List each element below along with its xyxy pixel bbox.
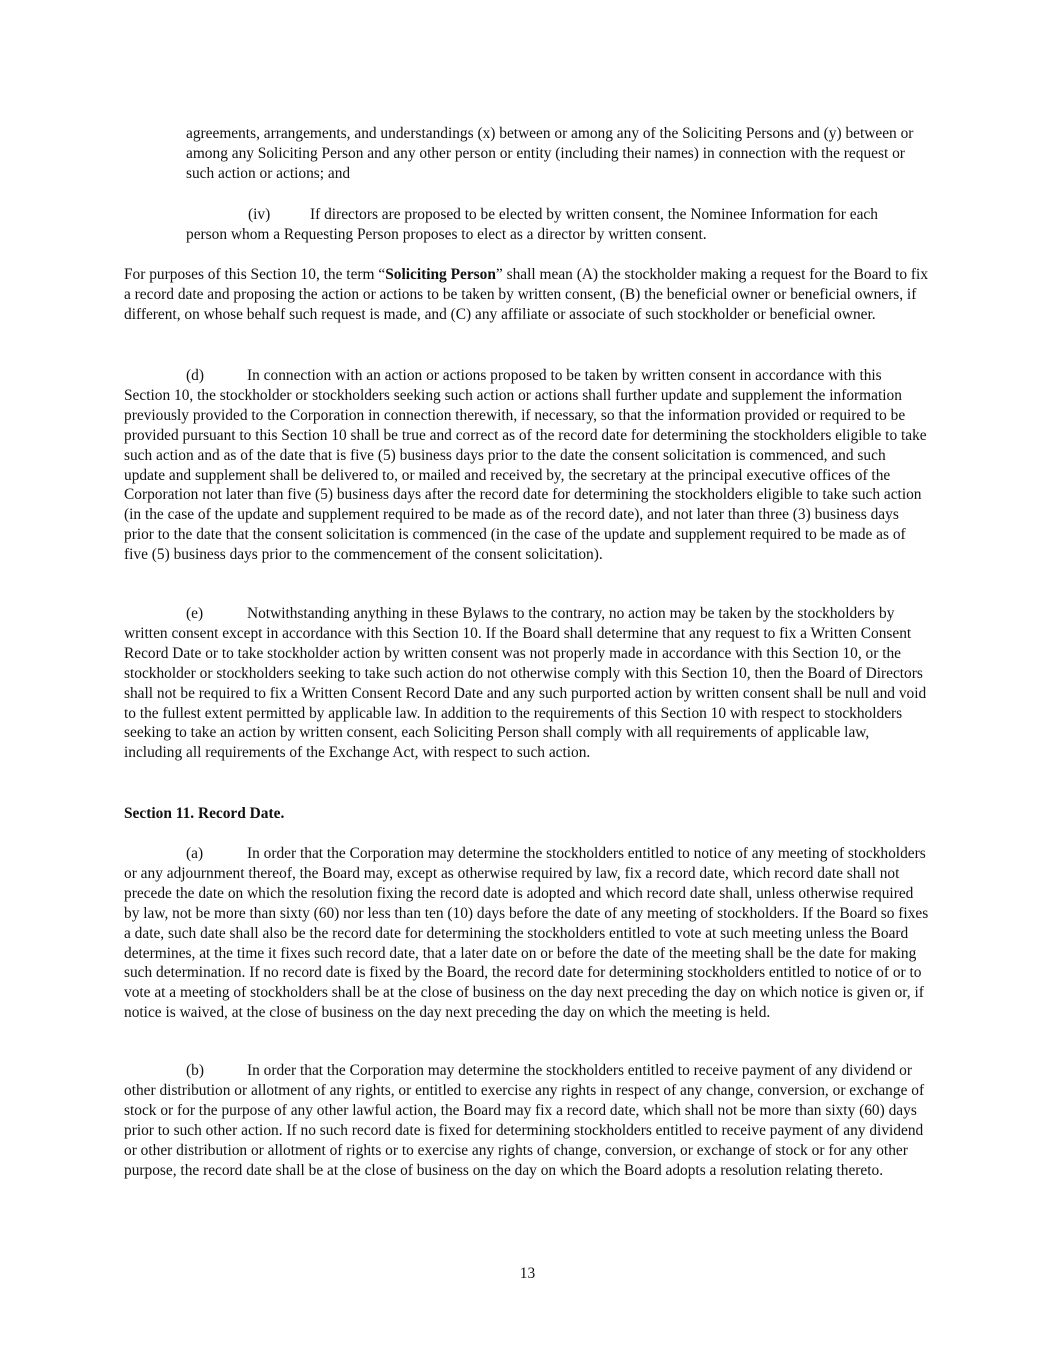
item-11a-text: In order that the Corporation may determine the stockholders entitled to notice of any meeting of stockholders or any adjournment thereof, the Board may, except as otherwise required by law, fix a record date, which record date shall not precede the date on which the resolution fixing the record date is adopted and which record date shall, unless otherwise required by law, not be more than sixty (60) nor less than ten (10) days before the date of any meeting of stockholders. If the Board so fixes a date, such date shall also be the record date for determining the stockholders entitled to vote at such meeting unless the Board determines, at the time it fixes such record date, that a later date on or before the date of the meeting shall be the date for making such determination. If no record date is fixed by the Board, the record date for determining stockholders entitled to notice of or to vote at a meeting of stockholders shall be at the close of business on the day next preceding the day on which notice is given or, if notice is waived, at the close of business on the day next preceding the day on which the meeting is held.: [124, 845, 929, 1022]
item-e-label: (e): [186, 605, 204, 622]
item-d-text: In connection with an action or actions proposed to be taken by written consent in accordance with this Section 10, the stockholder or stockholders seeking such action or actions shall further update and supplement the information previously provided to the Corporation in connection therewith, if necessary, so that the information provided or required to be provided pursuant to this Section 10 shall be true and correct as of the record date for determining the stockholders eligible to take such action and as of the date that is five (5) business days prior to the date the consent solicitation is commenced, and such update and supplement shall be delivered to, or mailed and received by, the secretary at the principal executive offices of the Corporation not later than five (5) business days after the record date for determining the stockholders eligible to take such action (in the case of the update and supplement required to be made as of the record date), and not later than three (3) business days prior to the date that the consent solicitation is commenced (in the case of the update and supplement required to be made as of five (5) business days prior to the commencement of the consent solicitation).: [124, 367, 927, 564]
paragraph-item-iv: [186, 205, 916, 245]
item-d-label: (d): [186, 367, 204, 384]
paragraph-item-d: [124, 366, 930, 565]
definition-text-before: For purposes of this Section 10, the term “: [124, 266, 386, 283]
item-iv-label: (iv): [248, 206, 271, 223]
item-11a-label: (a): [186, 845, 204, 862]
item-11b-text: In order that the Corporation may determine the stockholders entitled to receive payment of any dividend or other distribution or allotment of any rights, or entitled to exercise any rights in respect of any change, conversion, or exchange of stock or for the purpose of any other lawful action, the Board may fix a record date, which shall not be more than sixty (60) days prior to such other action. If no such record date is fixed for determining stockholders entitled to receive payment of any dividend or other distribution or allotment of rights or to exercise any rights of change, conversion, or exchange of stock or for any other purpose, the record date shall be at the close of business on the day on which the Board adopts a resolution relating thereto.: [124, 1062, 925, 1179]
page-number: 13: [519, 1265, 536, 1282]
paragraph-section-11-b: [124, 1061, 930, 1180]
paragraph-item-e: [124, 604, 930, 763]
paragraph-soliciting-person-definition: [124, 265, 930, 325]
section-11-heading: Section 11. Record Date.: [124, 805, 285, 822]
definition-text-after: ” shall mean (A) the stockholder making a request for the Board to fix a record date and proposing the action or actions to be taken by written consent, (B) the beneficial owner or beneficial owners, if different, on whose behalf such request is made, and (C) any affiliate or associate of such stockholder or beneficial owner.: [124, 266, 929, 323]
paragraph-continuation: agreements, arrangements, and understandings (x) between or among any of the Soliciting Persons and (y) between or among any Soliciting Person and any other person or entity (including their names) in connection with the request or such action or actions; and: [186, 125, 914, 182]
item-iv-text: If directors are proposed to be elected by written consent, the Nominee Information for each person whom a Requesting Person proposes to elect as a director by written consent.: [186, 206, 878, 243]
item-e-text: Notwithstanding anything in these Bylaws to the contrary, no action may be taken by the stockholders by written consent except in accordance with this Section 10. If the Board shall determine that any request to fix a Written Consent Record Date or to take stockholder action by written consent was not properly made in accordance with this Section 10, or the stockholder or stockholders seeking to take such action do not otherwise comply with this Section 10, then the Board of Directors shall not be required to fix a Written Consent Record Date and any such purported action by written consent shall be null and void to the fullest extent permitted by applicable law. In addition to the requirements of this Section 10 with respect to stockholders seeking to take an action by written consent, each Soliciting Person shall comply with all requirements of applicable law, including all requirements of the Exchange Act, with respect to such action.: [124, 605, 927, 762]
paragraph-section-11-a: [124, 844, 930, 1023]
item-11b-label: (b): [186, 1062, 204, 1079]
defined-term-soliciting-person: Soliciting Person: [385, 266, 496, 283]
